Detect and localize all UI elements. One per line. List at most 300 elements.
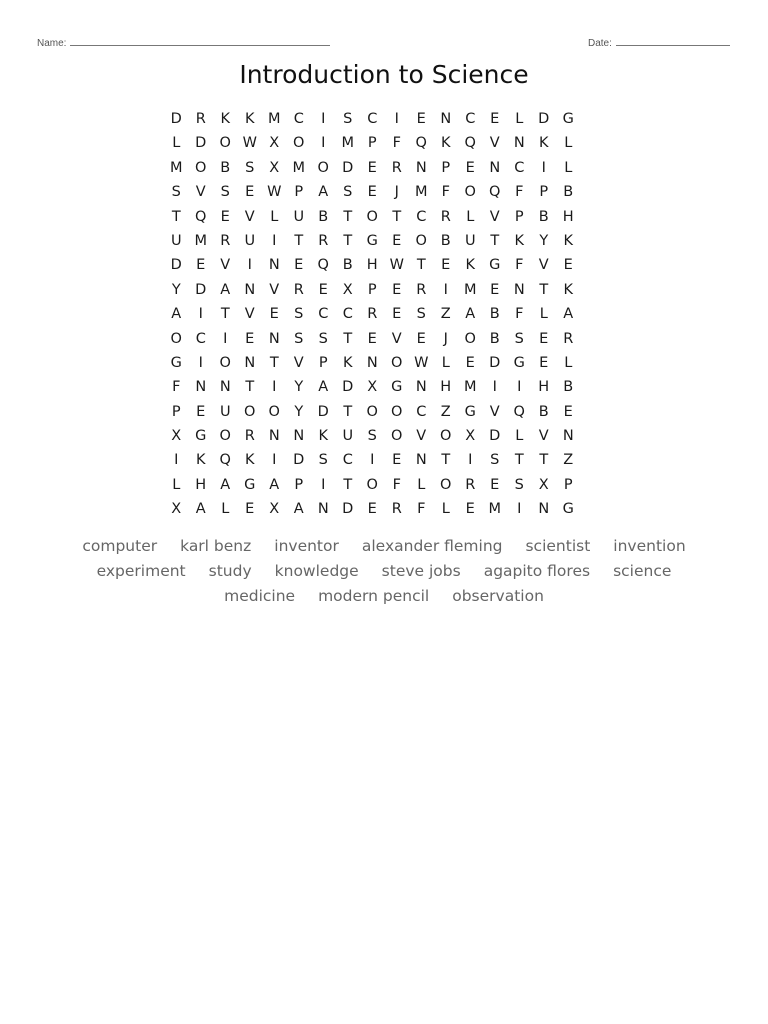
grid-letter: X bbox=[538, 476, 549, 493]
grid-letter: H bbox=[440, 379, 452, 396]
grid-letter: F bbox=[515, 184, 524, 201]
grid-letter: D bbox=[170, 257, 182, 274]
grid-letter: M bbox=[292, 159, 305, 176]
grid-letter: E bbox=[392, 281, 402, 298]
grid-letter: S bbox=[294, 306, 304, 323]
grid-letter: X bbox=[342, 281, 353, 298]
grid-letter: V bbox=[244, 306, 255, 323]
grid-letter: X bbox=[269, 501, 280, 518]
word-bank-item: knowledge bbox=[274, 562, 359, 580]
grid-row bbox=[164, 375, 581, 399]
grid-letter: E bbox=[563, 257, 573, 274]
grid-letter: T bbox=[343, 232, 353, 249]
grid-letter: R bbox=[391, 159, 402, 176]
grid-letter: N bbox=[195, 379, 207, 396]
grid-letter: Z bbox=[563, 452, 574, 469]
grid-row bbox=[164, 351, 581, 375]
grid-letter: O bbox=[293, 135, 305, 152]
grid-letter: S bbox=[514, 330, 524, 347]
grid-letter: R bbox=[563, 330, 574, 347]
grid-letter: M bbox=[194, 232, 207, 249]
grid-letter: E bbox=[269, 306, 279, 323]
grid-letter: E bbox=[563, 403, 573, 420]
grid-letter: T bbox=[416, 257, 426, 274]
grid-letter: O bbox=[391, 403, 403, 420]
date-label: Date: bbox=[588, 38, 612, 49]
grid-letter: P bbox=[441, 159, 451, 176]
grid-letter: E bbox=[220, 208, 230, 225]
word-bank-item: agapito flores bbox=[483, 562, 591, 580]
grid-letter: T bbox=[539, 281, 549, 298]
grid-letter: N bbox=[415, 379, 427, 396]
grid-letter: P bbox=[294, 476, 304, 493]
grid-letter: N bbox=[268, 428, 280, 445]
grid-letter: B bbox=[538, 403, 549, 420]
grid-letter: I bbox=[174, 452, 179, 469]
grid-letter: X bbox=[465, 428, 476, 445]
grid-letter: E bbox=[367, 501, 377, 518]
grid-letter: K bbox=[440, 135, 451, 152]
grid-letter: L bbox=[417, 476, 426, 493]
grid-letter: R bbox=[391, 501, 402, 518]
grid-letter: K bbox=[220, 111, 230, 127]
grid-letter: D bbox=[538, 111, 550, 127]
grid-letter: T bbox=[441, 452, 451, 469]
grid-letter: P bbox=[318, 354, 328, 371]
grid-letter: C bbox=[465, 111, 476, 127]
grid-letter: D bbox=[342, 379, 354, 396]
grid-letter: A bbox=[563, 306, 574, 323]
grid-row bbox=[164, 229, 581, 253]
grid-letter: R bbox=[195, 111, 206, 127]
grid-letter: T bbox=[392, 208, 402, 225]
grid-letter: E bbox=[539, 354, 549, 371]
grid-letter: B bbox=[440, 232, 451, 249]
grid-letter: N bbox=[489, 159, 501, 176]
grid-letter: H bbox=[562, 208, 574, 225]
grid-letter: L bbox=[270, 208, 279, 225]
grid-letter: H bbox=[366, 257, 378, 274]
date-blank-line bbox=[616, 36, 730, 46]
grid-letter: E bbox=[245, 330, 255, 347]
grid-letter: O bbox=[391, 428, 403, 445]
name-label: Name: bbox=[37, 38, 67, 49]
grid-letter: C bbox=[416, 403, 427, 420]
grid-letter: G bbox=[195, 428, 207, 445]
grid-letter: L bbox=[466, 208, 475, 225]
grid-letter: G bbox=[391, 379, 403, 396]
grid-letter: U bbox=[170, 232, 182, 249]
grid-letter: E bbox=[539, 330, 549, 347]
grid-letter: E bbox=[367, 184, 377, 201]
grid-letter: Z bbox=[440, 403, 451, 420]
grid-letter: Y bbox=[539, 232, 549, 249]
word-bank-item: computer bbox=[82, 537, 158, 555]
grid-letter: W bbox=[414, 354, 429, 371]
grid-row bbox=[164, 156, 581, 180]
grid-letter: E bbox=[490, 281, 500, 298]
grid-letter: M bbox=[414, 184, 428, 201]
word-bank-row bbox=[0, 584, 768, 609]
grid-letter: B bbox=[220, 159, 231, 176]
grid-letter: X bbox=[269, 159, 280, 176]
grid-letter: S bbox=[294, 330, 304, 347]
word-bank-item: invention bbox=[613, 537, 686, 555]
grid-letter: Y bbox=[171, 281, 181, 298]
grid-letter: V bbox=[293, 354, 304, 371]
grid-letter: B bbox=[342, 257, 353, 274]
grid-letter: V bbox=[269, 281, 280, 298]
grid-letter: N bbox=[513, 281, 525, 298]
grid-row bbox=[164, 448, 581, 472]
grid-row bbox=[164, 473, 581, 497]
grid-letter: V bbox=[489, 208, 500, 225]
grid-letter: O bbox=[195, 159, 207, 176]
grid-letter: R bbox=[220, 232, 231, 249]
page-title: Introduction to Science bbox=[239, 60, 529, 89]
grid-letter: P bbox=[563, 476, 573, 493]
grid-letter: W bbox=[389, 257, 404, 274]
grid-letter: V bbox=[195, 184, 206, 201]
grid-letter: E bbox=[392, 306, 402, 323]
word-bank-item: science bbox=[613, 562, 672, 580]
grid-letter: K bbox=[563, 281, 573, 298]
grid-row bbox=[164, 253, 581, 277]
grid-letter: K bbox=[563, 232, 573, 249]
grid-letter: V bbox=[538, 428, 549, 445]
grid-letter: N bbox=[244, 354, 256, 371]
grid-letter: R bbox=[416, 281, 427, 298]
grid-letter: I bbox=[272, 232, 277, 249]
grid-letter: T bbox=[539, 452, 549, 469]
grid-letter: E bbox=[490, 476, 500, 493]
grid-letter: I bbox=[321, 476, 326, 493]
grid-letter: E bbox=[294, 257, 304, 274]
grid-letter: V bbox=[391, 330, 402, 347]
grid-letter: U bbox=[293, 208, 305, 225]
grid-letter: S bbox=[220, 184, 230, 201]
grid-letter: O bbox=[244, 403, 256, 420]
grid-letter: N bbox=[219, 379, 231, 396]
grid-letter: E bbox=[245, 501, 255, 518]
grid-letter: I bbox=[223, 330, 228, 347]
grid-letter: S bbox=[343, 184, 353, 201]
grid-letter: C bbox=[293, 111, 304, 127]
grid-row bbox=[164, 327, 581, 351]
grid-letter: K bbox=[514, 232, 524, 249]
grid-row bbox=[164, 302, 581, 326]
grid-letter: O bbox=[219, 354, 231, 371]
grid-letter: C bbox=[367, 111, 378, 127]
grid-letter: J bbox=[394, 184, 399, 201]
word-bank-item: scientist bbox=[525, 537, 591, 555]
grid-row bbox=[164, 131, 581, 155]
grid-letter: A bbox=[269, 476, 280, 493]
grid-letter: B bbox=[489, 306, 500, 323]
word-bank-row bbox=[0, 534, 768, 559]
grid-letter: T bbox=[343, 330, 353, 347]
grid-letter: I bbox=[517, 501, 522, 518]
grid-letter: T bbox=[220, 306, 230, 323]
grid-letter: Q bbox=[195, 208, 207, 225]
grid-letter: I bbox=[272, 379, 277, 396]
grid-letter: I bbox=[247, 257, 252, 274]
grid-letter: O bbox=[317, 159, 329, 176]
grid-letter: E bbox=[416, 111, 426, 127]
grid-letter: D bbox=[489, 354, 501, 371]
grid-letter: E bbox=[441, 257, 451, 274]
grid-letter: B bbox=[563, 379, 574, 396]
grid-letter: A bbox=[171, 306, 182, 323]
grid-letter: B bbox=[489, 330, 500, 347]
grid-letter: H bbox=[538, 379, 550, 396]
grid-letter: E bbox=[367, 159, 377, 176]
grid-letter: A bbox=[318, 379, 329, 396]
grid-letter: G bbox=[489, 257, 501, 274]
word-bank-item: modern pencil bbox=[318, 587, 430, 605]
word-bank-item: study bbox=[208, 562, 252, 580]
grid-letter: L bbox=[564, 159, 573, 176]
grid-letter: F bbox=[441, 184, 450, 201]
grid-letter: M bbox=[169, 159, 183, 176]
grid-letter: A bbox=[318, 184, 329, 201]
grid-row bbox=[164, 107, 581, 131]
grid-letter: Q bbox=[317, 257, 329, 274]
grid-letter: I bbox=[198, 306, 203, 323]
grid-letter: E bbox=[367, 330, 377, 347]
grid-letter: N bbox=[317, 501, 329, 518]
grid-letter: V bbox=[489, 403, 500, 420]
grid-letter: F bbox=[392, 135, 401, 152]
grid-row bbox=[164, 205, 581, 229]
grid-letter: E bbox=[465, 501, 475, 518]
grid-letter: I bbox=[321, 111, 326, 127]
grid-letter: W bbox=[242, 135, 257, 152]
grid-letter: R bbox=[440, 208, 451, 225]
grid-letter: P bbox=[539, 184, 549, 201]
grid-letter: A bbox=[195, 501, 206, 518]
word-bank bbox=[0, 534, 768, 609]
grid-letter: U bbox=[219, 403, 231, 420]
grid-letter: I bbox=[370, 452, 375, 469]
grid-letter: I bbox=[321, 135, 326, 152]
grid-letter: T bbox=[490, 232, 500, 249]
grid-letter: S bbox=[514, 476, 524, 493]
grid-letter: T bbox=[245, 379, 255, 396]
grid-letter: E bbox=[465, 159, 475, 176]
grid-letter: D bbox=[489, 428, 501, 445]
grid-letter: D bbox=[342, 501, 354, 518]
grid-letter: O bbox=[366, 476, 378, 493]
word-bank-item: inventor bbox=[274, 537, 339, 555]
grid-letter: C bbox=[416, 208, 427, 225]
grid-letter: V bbox=[538, 257, 549, 274]
grid-letter: C bbox=[195, 330, 206, 347]
name-field bbox=[37, 36, 330, 49]
grid-letter: A bbox=[220, 281, 231, 298]
grid-letter: K bbox=[244, 452, 255, 469]
grid-letter: P bbox=[171, 403, 181, 420]
grid-letter: K bbox=[538, 135, 549, 152]
grid-letter: P bbox=[367, 281, 377, 298]
grid-letter: L bbox=[539, 306, 548, 323]
grid-letter: K bbox=[318, 428, 328, 445]
grid-letter: G bbox=[366, 232, 378, 249]
grid-letter: C bbox=[318, 306, 329, 323]
grid-letter: L bbox=[172, 476, 181, 493]
word-bank-item: medicine bbox=[224, 587, 296, 605]
grid-letter: E bbox=[245, 184, 255, 201]
grid-letter: K bbox=[342, 354, 353, 371]
grid-letter: G bbox=[562, 111, 574, 127]
grid-letter: Q bbox=[219, 452, 231, 469]
grid-letter: Q bbox=[513, 403, 525, 420]
grid-letter: X bbox=[367, 379, 378, 396]
grid-letter: D bbox=[317, 403, 329, 420]
grid-letter: P bbox=[514, 208, 524, 225]
grid-letter: M bbox=[267, 111, 281, 127]
grid-letter: T bbox=[294, 232, 304, 249]
grid-letter: L bbox=[564, 135, 573, 152]
grid-letter: D bbox=[195, 281, 207, 298]
date-field bbox=[588, 36, 730, 49]
grid-letter: S bbox=[490, 452, 500, 469]
grid-letter: K bbox=[465, 257, 475, 274]
grid-letter: U bbox=[244, 232, 256, 249]
grid-letter: C bbox=[342, 306, 353, 323]
grid-letter: D bbox=[195, 135, 207, 152]
grid-letter: R bbox=[293, 281, 304, 298]
grid-letter: X bbox=[171, 428, 182, 445]
grid-letter: D bbox=[170, 111, 182, 127]
grid-letter: U bbox=[342, 428, 354, 445]
grid-letter: I bbox=[517, 379, 522, 396]
grid-row bbox=[164, 497, 581, 521]
grid-letter: I bbox=[198, 354, 203, 371]
grid-letter: G bbox=[244, 476, 256, 493]
grid-letter: M bbox=[463, 281, 477, 298]
word-bank-item: alexander fleming bbox=[361, 537, 503, 555]
grid-letter: F bbox=[417, 501, 426, 518]
word-search-grid bbox=[164, 107, 581, 522]
grid-letter: V bbox=[220, 257, 231, 274]
grid-letter: A bbox=[293, 501, 304, 518]
grid-letter: N bbox=[293, 428, 305, 445]
grid-letter: J bbox=[443, 330, 448, 347]
grid-letter: I bbox=[492, 379, 497, 396]
grid-letter: Z bbox=[440, 306, 451, 323]
grid-letter: O bbox=[391, 354, 403, 371]
grid-letter: P bbox=[294, 184, 304, 201]
grid-letter: L bbox=[515, 428, 524, 445]
grid-letter: V bbox=[416, 428, 427, 445]
grid-letter: W bbox=[267, 184, 282, 201]
word-bank-item: steve jobs bbox=[381, 562, 461, 580]
grid-letter: R bbox=[318, 232, 329, 249]
grid-letter: C bbox=[342, 452, 353, 469]
grid-letter: D bbox=[293, 452, 305, 469]
grid-letter: F bbox=[515, 257, 524, 274]
grid-letter: T bbox=[171, 208, 181, 225]
grid-letter: I bbox=[394, 111, 399, 127]
grid-letter: M bbox=[463, 379, 477, 396]
grid-letter: B bbox=[318, 208, 329, 225]
grid-letter: T bbox=[343, 403, 353, 420]
grid-row bbox=[164, 180, 581, 204]
grid-letter: I bbox=[541, 159, 546, 176]
grid-letter: S bbox=[245, 159, 255, 176]
grid-letter: O bbox=[415, 232, 427, 249]
grid-letter: M bbox=[341, 135, 354, 152]
grid-letter: N bbox=[366, 354, 378, 371]
grid-letter: O bbox=[440, 476, 452, 493]
grid-letter: Q bbox=[489, 184, 501, 201]
grid-letter: R bbox=[465, 476, 476, 493]
grid-letter: D bbox=[342, 159, 354, 176]
grid-letter: O bbox=[219, 135, 231, 152]
grid-letter: E bbox=[318, 281, 328, 298]
grid-letter: H bbox=[195, 476, 207, 493]
grid-letter: L bbox=[172, 135, 181, 152]
grid-letter: E bbox=[416, 330, 426, 347]
grid-letter: O bbox=[464, 330, 476, 347]
grid-letter: V bbox=[489, 135, 500, 152]
grid-letter: N bbox=[440, 111, 452, 127]
grid-letter: R bbox=[244, 428, 255, 445]
grid-letter: T bbox=[269, 354, 279, 371]
grid-letter: L bbox=[441, 501, 450, 518]
grid-letter: K bbox=[244, 111, 255, 127]
grid-letter: F bbox=[172, 379, 181, 396]
grid-letter: T bbox=[514, 452, 524, 469]
grid-letter: S bbox=[318, 452, 328, 469]
grid-letter: X bbox=[171, 501, 182, 518]
grid-letter: E bbox=[196, 257, 206, 274]
grid-letter: U bbox=[464, 232, 476, 249]
grid-letter: L bbox=[515, 111, 524, 127]
grid-letter: N bbox=[513, 135, 525, 152]
grid-letter: O bbox=[366, 208, 378, 225]
grid-letter: L bbox=[564, 354, 573, 371]
grid-letter: I bbox=[443, 281, 448, 298]
grid-letter: O bbox=[464, 184, 476, 201]
grid-letter: F bbox=[392, 476, 401, 493]
word-bank-row bbox=[0, 559, 768, 584]
grid-letter: O bbox=[440, 428, 452, 445]
grid-letter: O bbox=[366, 403, 378, 420]
grid-letter: O bbox=[268, 403, 280, 420]
grid-letter: Y bbox=[294, 379, 304, 396]
grid-letter: N bbox=[244, 281, 256, 298]
grid-letter: N bbox=[538, 501, 550, 518]
grid-letter: N bbox=[562, 428, 574, 445]
grid-letter: F bbox=[515, 306, 524, 323]
grid-letter: N bbox=[415, 452, 427, 469]
grid-row bbox=[164, 400, 581, 424]
grid-letter: G bbox=[170, 354, 182, 371]
word-bank-item: observation bbox=[452, 587, 544, 605]
grid-letter: S bbox=[318, 330, 328, 347]
grid-letter: E bbox=[465, 354, 475, 371]
grid-letter: I bbox=[468, 452, 473, 469]
grid-letter: Y bbox=[294, 403, 304, 420]
grid-letter: T bbox=[343, 208, 353, 225]
grid-letter: O bbox=[170, 330, 182, 347]
grid-letter: L bbox=[221, 501, 230, 518]
grid-row bbox=[164, 424, 581, 448]
grid-letter: C bbox=[514, 159, 525, 176]
grid-letter: K bbox=[195, 452, 206, 469]
